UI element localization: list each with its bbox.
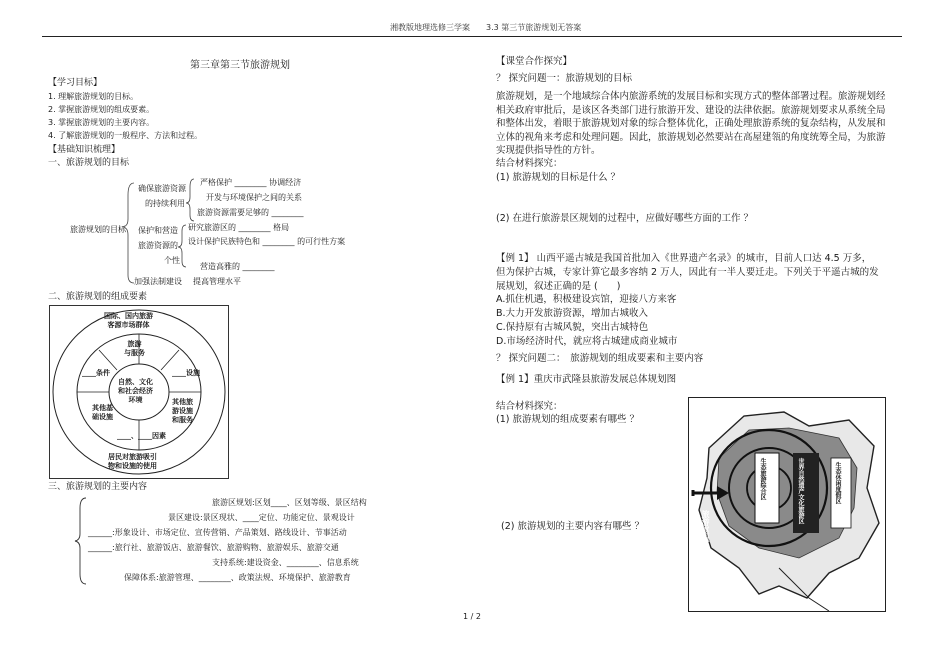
example-2-title: 【例 1】重庆市武隆县旅游发展总体规划图 (496, 374, 677, 385)
diagram-mid-bottom: ____、____因素 (117, 432, 166, 440)
example-1-line: 展规划，叙述正确的是 ( ) (496, 281, 621, 292)
example-1-line: 【例 1】 山西平遥古城是我国首批加入《世界遗产名录》的城市，目前人口达 4.5 万多， (496, 253, 872, 264)
option-c: C.保持原有古城风貌，突出古城特色 (496, 322, 649, 333)
diagram-mid-lower-left: 其他基 础设施 (92, 404, 113, 421)
tree-leaf: 严格保护 ________ 协调经济 (200, 178, 302, 187)
diagram-mid-right: ____设施 (172, 369, 200, 377)
tree-branch-3: 加强法制建设 (134, 277, 182, 286)
map-label-left: 旅游枢纽 (701, 510, 710, 542)
tree-branch-1b: 的持续利用 (145, 199, 185, 208)
map-label-far: 生态休闲度假区 (834, 462, 841, 504)
tree-branch-2: 保护和营造 (138, 226, 178, 235)
diagram-outer-bottom: 居民对旅游吸引 物和设施的使用 (108, 453, 157, 470)
tree-leaf: 营造高雅的 ________ (200, 262, 275, 271)
map-graphic (689, 398, 885, 611)
goal-item: 4. 了解旅游规划的一般程序、方法和过程。 (48, 131, 203, 140)
diagram-mid-lower-right: 其他旅 游设施 和服务 (172, 398, 193, 424)
header-rule (42, 36, 902, 37)
map-label-right: 世界自然遗产文化旅游区 (797, 458, 804, 524)
tree-branch-2c: 个性 (164, 256, 180, 265)
content-line: 旅游区规划:区划____、区划等级、景区结构 (212, 498, 367, 507)
map-label-mid: 生态旅游综合区 (759, 458, 766, 500)
basics-heading: 【基础知识梳理】 (48, 145, 121, 155)
diagram-mid-left: ____条件 (82, 369, 110, 377)
content-line: ______:旅行社、旅游饭店、旅游餐饮、旅游购物、旅游娱乐、旅游交通 (88, 543, 339, 552)
option-d: D.市场经济时代，就应将古城建成商业城市 (496, 336, 678, 347)
cooperation-heading: 【课堂合作探究】 (496, 56, 573, 67)
question-2b: (2) 旅游规划的主要内容有哪些 ？ (501, 521, 644, 532)
page-number: 1 / 2 (463, 612, 481, 621)
question-1b: (2) 在进行旅游景区规划的过程中，应做好哪些方面的工作 ？ (496, 213, 753, 224)
page-header: 湘教版地理选修三学案 3.3 第三节旅游规划无答案 (390, 23, 582, 32)
page-title: 第三章第三节旅游规划 (190, 60, 290, 71)
example-1-line: 但为保护古城，专家计算它最多容纳 2 万人，因此有一半人要迁走。下列关于平遥古城的发 (496, 267, 879, 278)
tree-leaf: 旅游资源需要足够的 ________ (197, 208, 304, 217)
question-1a: (1) 旅游规划的目标是什么 ？ (496, 172, 620, 183)
content-line: 支持系统:建设资金、________、信息系统 (212, 558, 359, 567)
content-line: 景区建设:景区现状、____定位、功能定位、景观设计 (168, 513, 355, 522)
goal-item: 1. 理解旅游规划的目标。 (48, 92, 139, 101)
intro-paragraph: 旅游规划，是一个地域综合体内旅游系统的发展目标和实现方式的整体部署过程。旅游规划经相关政府审批后，是该区各类部门进行旅游开发、建设的法律依据。旅游规划要求从系统全局和整体出发，着眼于旅游规划对象的综合整体优化，正确处理旅游系统的复杂结构，从发展和立体的视角来考虑和处理问题。因此，旅游规划必然要站在高屋建瓴的角度统筹全局，为旅游实现提供指导性的方针。 (496, 91, 886, 156)
question-2a: (1) 旅游规划的组成要素有哪些 ？ (496, 414, 639, 425)
explore-heading-2: 结合材料探究： (496, 401, 563, 412)
option-b: B.大力开发旅游资源，增加古城收入 (496, 308, 649, 319)
explore-heading: 结合材料探究： (496, 158, 563, 169)
goal-item: 3. 掌握旅游规划的主要内容。 (48, 118, 155, 127)
tree-leaf: 开发与环境保护之间的关系 (206, 193, 302, 202)
tree-leaf: 研究旅游区的 ________ 格局 (188, 223, 290, 232)
diagram-mid-top: 旅游 与服务 (124, 340, 145, 357)
section-heading: 二、旅游规划的组成要素 (48, 292, 148, 302)
goal-item: 2. 掌握旅游规划的组成要素。 (48, 105, 155, 114)
tree-branch-2b: 旅游资源的 (138, 241, 178, 250)
question-one: ？ 探究问题一：旅游规划的目标 (496, 73, 633, 84)
option-a: A.抓住机遇，积极建设宾馆，迎接八方来客 (496, 294, 677, 305)
section-heading: 一、旅游规划的目标 (48, 158, 130, 168)
tree-leaf: 设计保护民族特色和 ________ 的可行性方案 (188, 237, 346, 246)
content-line: ______:形象设计、市场定位、宣传营销、产品策划、路线设计、节事活动 (88, 528, 347, 537)
planning-map (688, 397, 886, 612)
diagram-center: 自然、文化 和社会经济 环境 (118, 378, 153, 404)
section-heading: 三、旅游规划的主要内容 (48, 482, 148, 492)
goals-heading: 【学习目标】 (48, 78, 103, 88)
content-brace (74, 496, 88, 586)
content-line: 保障体系:旅游管理、________、政策法规、环境保护、旅游教育 (124, 573, 351, 582)
tree-leaf: 提高管理水平 (193, 277, 241, 286)
question-two: ？ 探究问题二： 旅游规划的组成要素和主要内容 (496, 353, 704, 364)
tree-braces (120, 175, 200, 295)
tree-branch-1: 确保旅游资源 (138, 184, 186, 193)
diagram-outer-top: 国际、国内旅游 客源市场群体 (104, 312, 153, 329)
tree-root: 旅游规划的目标 (70, 225, 126, 234)
